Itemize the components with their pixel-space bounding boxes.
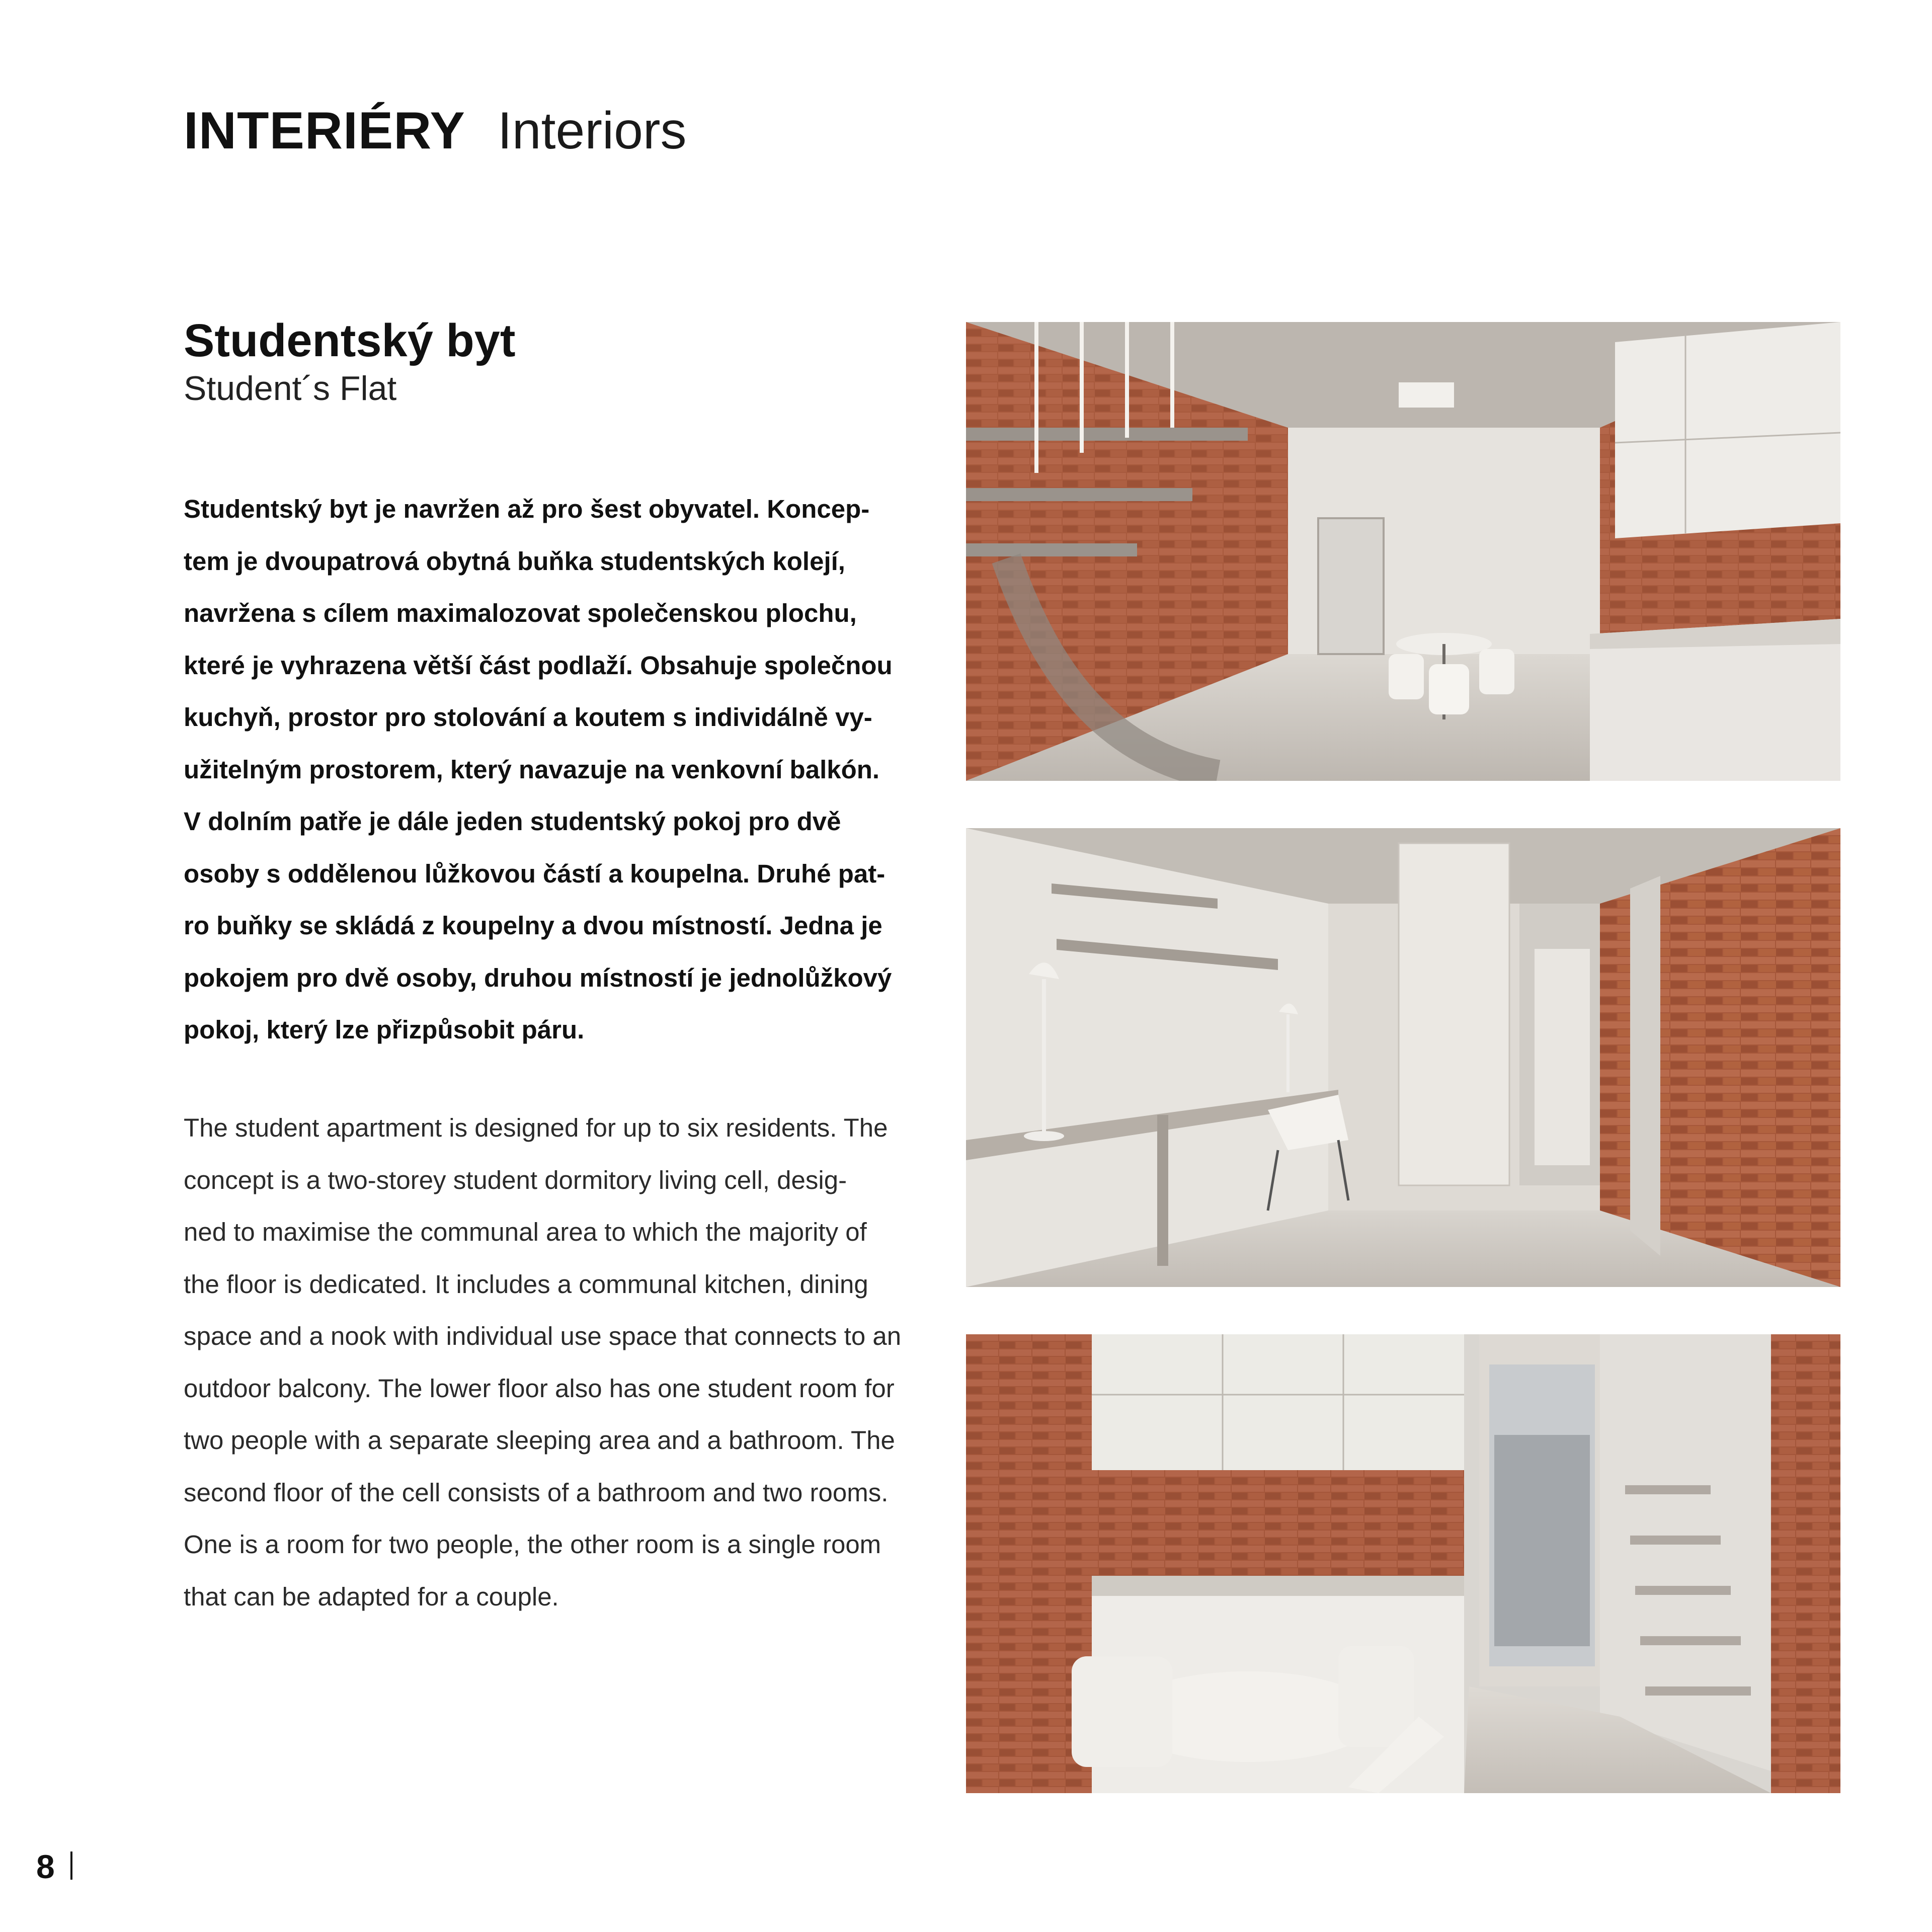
english-line: ned to maximise the communal area to which the majority of (184, 1218, 867, 1246)
english-line: two people with a separate sleeping area and a bathroom. The (184, 1426, 895, 1455)
czech-line: ro buňky se skládá z koupelny a dvou místností. Jedna je (184, 911, 882, 940)
page-number: 8 (36, 1848, 55, 1885)
czech-line: navržena s cílem maximalozovat společenskou plochu, (184, 599, 857, 627)
interior-render-study-room (966, 828, 1840, 1287)
english-line: second floor of the cell consists of a bathroom and two rooms. (184, 1478, 889, 1507)
english-line: the floor is dedicated. It includes a communal kitchen, dining (184, 1269, 868, 1299)
english-line: The student apartment is designed for up to six residents. The (184, 1113, 888, 1142)
header-title-cz: INTERIÉRY (184, 102, 465, 160)
english-line: concept is a two-storey student dormitory living cell, desig- (184, 1165, 847, 1194)
section-subtitle: Student´s Flat (184, 369, 397, 408)
czech-line: pokojem pro dvě osoby, druhou místností je jednolůžkový (184, 963, 892, 992)
czech-line: tem je dvoupatrová obytná buňka studentských kolejí, (184, 546, 845, 576)
english-line: One is a room for two people, the other room is a single room (184, 1530, 881, 1559)
czech-line: osoby s oddělenou lůžkovou částí a koupelna. Druhé pat- (184, 859, 886, 888)
english-paragraph (184, 1102, 923, 1623)
interior-render-kitchen-balcony (966, 1334, 1840, 1793)
english-line: outdoor balcony. The lower floor also has one student room for (184, 1374, 895, 1403)
interior-render-kitchen-dining (966, 322, 1840, 781)
czech-line: pokoj, který lze přizpůsobit páru. (184, 1015, 585, 1044)
english-line: space and a nook with individual use space that connects to an (184, 1322, 902, 1350)
page-header (184, 98, 687, 164)
czech-line: kuchyň, prostor pro stolování a koutem s individálně vy- (184, 703, 872, 732)
czech-line: Studentský byt je navržen až pro šest obyvatel. Koncep- (184, 495, 870, 523)
czech-line: V dolním patře je dále jeden studentský pokoj pro dvě (184, 807, 841, 836)
czech-line: které je vyhrazena větší část podlaží. Obsahuje společnou (184, 651, 893, 680)
czech-line: užitelným prostorem, který navazuje na venkovní balkón. (184, 755, 880, 784)
section-title: Studentský byt (184, 315, 516, 366)
czech-paragraph (184, 483, 923, 1056)
page-number-divider (70, 1852, 72, 1880)
english-line: that can be adapted for a couple. (184, 1582, 559, 1611)
header-title-en: Interiors (497, 102, 687, 160)
